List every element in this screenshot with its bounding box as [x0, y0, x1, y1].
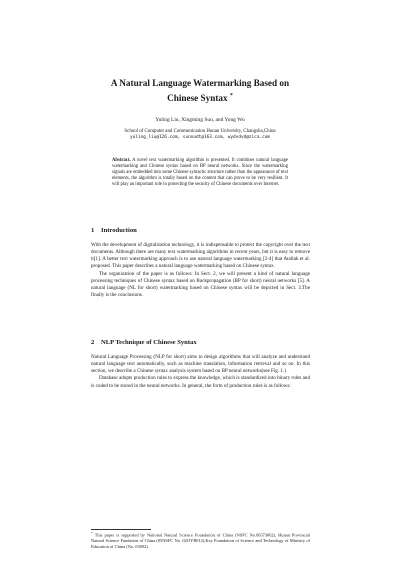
- footnote-marker: *: [91, 531, 93, 535]
- abstract: [112, 158, 288, 188]
- paragraph: With the development of digitalization technology, it is indispensable to protect the copyright over the text documents. Although there are many text watermarking algorithms in recent years, but it is easy to remove it[1]. A better text watermarking approach is to use natural language watermarking [2-4] that Atallah et al. proposed. This paper describes a natural language watermarking based on Chinese syntax.: [91, 242, 310, 270]
- section-title: NLP Technique of Chinese Syntax: [101, 339, 197, 346]
- paper-title: [60, 77, 340, 105]
- section-heading-2: [91, 339, 310, 346]
- section-heading-1: [91, 227, 310, 234]
- footnote: [91, 531, 310, 550]
- title-line-2-text: Chinese Syntax: [167, 93, 228, 104]
- abstract-text: A novel text watermarking algorithm is presented. It combines natural language watermarking and Chinese syntax based on BP neural networks. Since the watermarking signals are embedded into some Chinese syntactic structure rather than the appearance of text elements, the algorithm is totally based on the content that can prove to be very resilient. It will play an important role in protecting the security of Chinese documents over Internet.: [112, 158, 288, 187]
- authors: Yuling Liu, Xingming Sun, and Yong Wu: [155, 117, 245, 123]
- title-line-1: A Natural Language Watermarking Based on: [110, 78, 290, 88]
- title-line-2: [60, 90, 340, 105]
- paragraph: Database adopts production rules to express the knowledge, which is standardized into binary rules and is coded to be stored in the neural networks. In general, the form of production rules is as follows:: [91, 375, 310, 389]
- abstract-label: Abstract.: [112, 158, 131, 163]
- section-number: 1: [91, 227, 95, 234]
- section-title: Introduction: [101, 227, 137, 234]
- author-emails: yuling_liu@126.com, sunnudt@163.com, wydvdvd@zica.com: [129, 135, 271, 140]
- paragraph: The organization of the paper is as follows: In Sect. 2, we will present a kind of natural language processing techniques of Chinese syntax based on Backpropagation (BP for short) neural networks [5]. A natural language (NL for short) watermarking based on Chinese syntax will be depicted in Sect. 3.The finally is the conclusions.: [91, 270, 310, 299]
- section-number: 2: [91, 339, 95, 346]
- footnote-text: This paper is supported by National Natural Science Foundation of China (NSFC No.60373062), Hunan Provincial Natural Science Fundation of China (05NSFC No. 02JJYB012),Key Foundation of Science and Technology of Ministry of Education of China (No. 03092).: [91, 532, 310, 549]
- title-footnote-marker: *: [229, 93, 233, 99]
- paragraph: Natural Language Processing (NLP for short) aims to design algorithms that will analyze and understand natural language text automatically, such as machine translation, information retrieval and so on. In this section, we describe a Chinese syntax analysis system based on BP neural networks(see Fig. 1.): [91, 354, 310, 375]
- affiliation: School of Computer and Communication Hunan University, Changsha,China: [124, 129, 276, 134]
- section-body-2: [91, 354, 310, 390]
- footnote-rule: [91, 529, 151, 530]
- section-body-1: [91, 242, 310, 299]
